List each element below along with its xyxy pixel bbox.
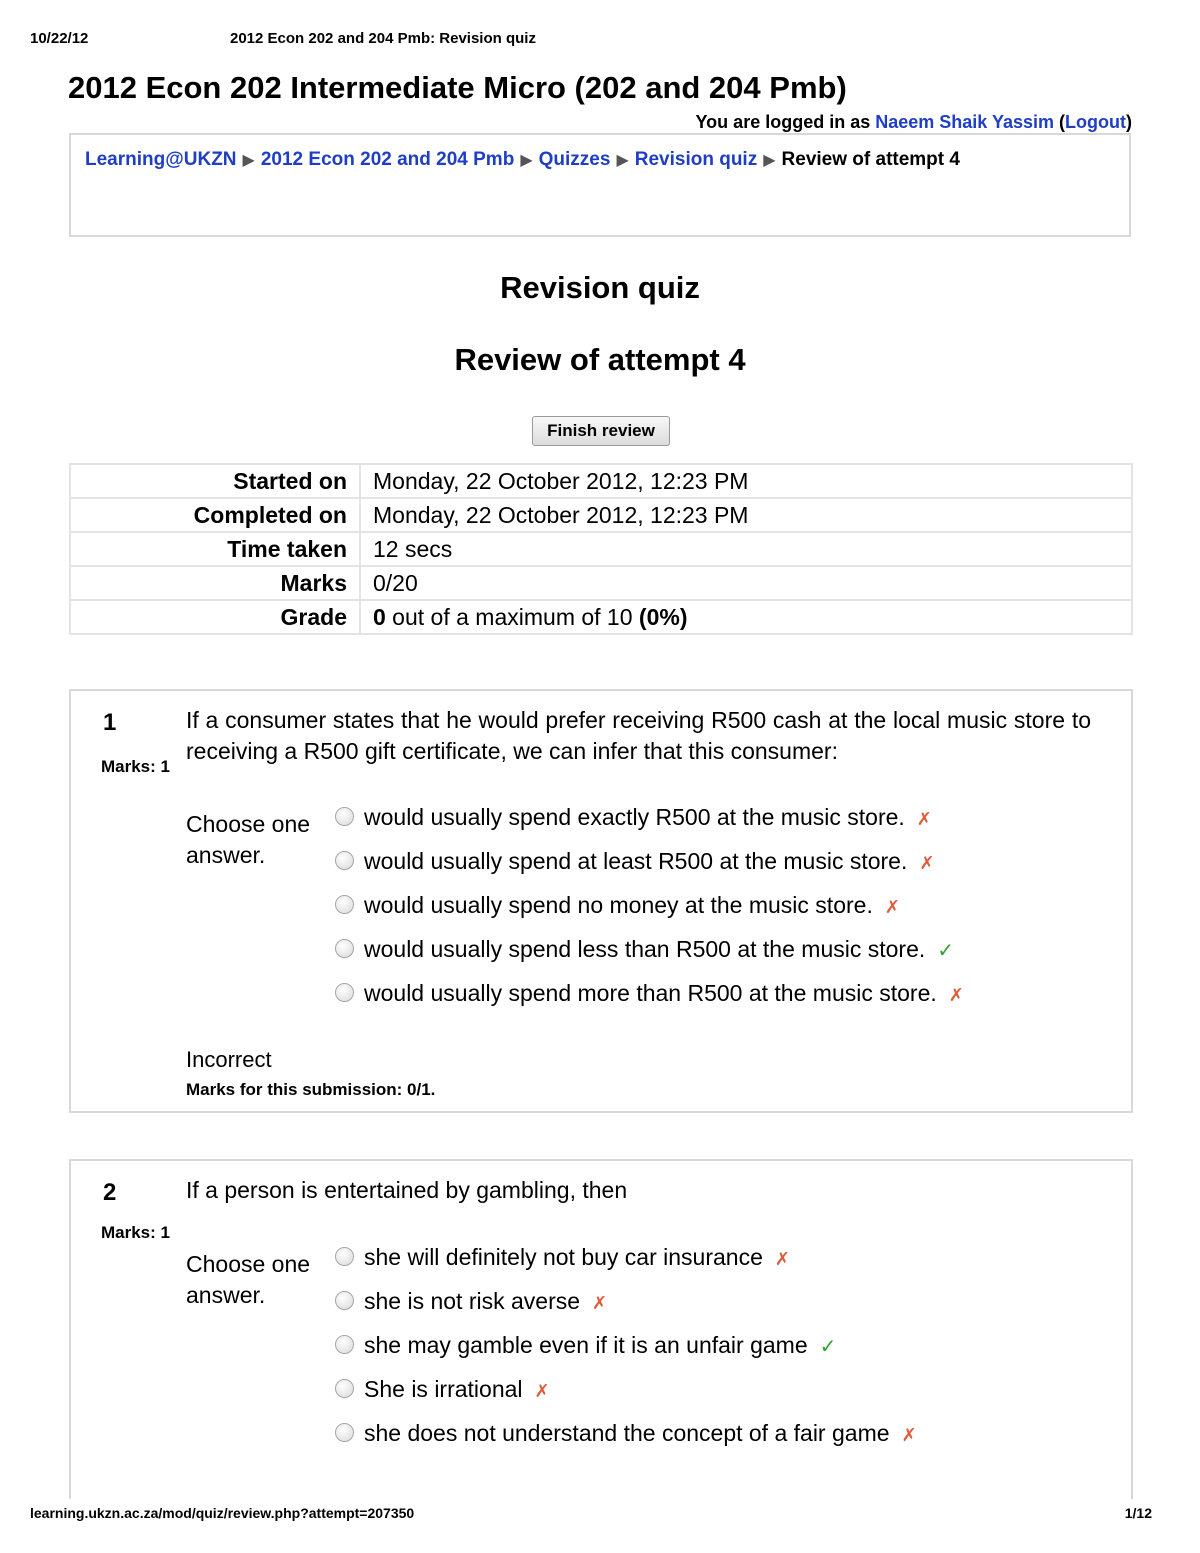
question-text: If a consumer states that he would prefer receiving R500 cash at the local music store to receiving a R500 gift certificate, we can infer that this consumer:	[186, 707, 1091, 764]
summary-label: Grade	[70, 600, 360, 634]
page-number: 1/12	[1124, 1505, 1152, 1521]
breadcrumb	[69, 133, 1131, 237]
answer-option[interactable]	[335, 1376, 917, 1420]
summary-row	[70, 464, 1132, 498]
question-1	[69, 689, 1133, 1113]
answer-list	[335, 804, 964, 1024]
answer-option[interactable]	[335, 1332, 917, 1376]
correct-check-icon: ✓	[819, 1336, 837, 1358]
answer-text: she is not risk averse	[364, 1288, 581, 1314]
summary-label: Marks	[70, 566, 360, 600]
breadcrumb-current: Review of attempt 4	[781, 149, 960, 170]
answer-option[interactable]	[335, 1288, 917, 1332]
answer-text: she does not understand the concept of a fair game	[364, 1420, 890, 1446]
answer-list	[335, 1244, 917, 1464]
summary-label: Started on	[70, 464, 360, 498]
answer-option[interactable]	[335, 892, 964, 936]
breadcrumb-separator-icon: ▶	[763, 152, 776, 169]
summary-row	[70, 532, 1132, 566]
summary-label: Time taken	[70, 532, 360, 566]
incorrect-icon: ✗	[919, 853, 935, 873]
answer-text: would usually spend no money at the music store.	[364, 892, 873, 918]
breadcrumb-quiz[interactable]: Revision quiz	[634, 149, 758, 170]
summary-value: Monday, 22 October 2012, 12:23 PM	[360, 464, 1132, 498]
answer-option[interactable]	[335, 848, 964, 892]
grade-text: out of a maximum of 10	[385, 603, 639, 630]
choose-one-label: Choose one answer.	[186, 1251, 311, 1308]
incorrect-icon: ✗	[534, 1381, 550, 1401]
summary-value: 0/20	[360, 566, 1132, 600]
question-2	[69, 1159, 1133, 1499]
grade-percent: (0%)	[638, 603, 688, 630]
summary-value: Monday, 22 October 2012, 12:23 PM	[360, 498, 1132, 532]
breadcrumb-course[interactable]: 2012 Econ 202 and 204 Pmb	[260, 149, 515, 170]
summary-row	[70, 600, 1132, 634]
breadcrumb-home[interactable]: Learning@UKZN	[85, 149, 237, 170]
incorrect-icon: ✗	[592, 1293, 608, 1313]
summary-row	[70, 566, 1132, 600]
print-header	[30, 30, 536, 47]
logout-link[interactable]: Logout	[1065, 112, 1126, 132]
login-prefix: You are logged in as	[695, 112, 876, 132]
answer-text: would usually spend more than R500 at the music store.	[364, 980, 937, 1006]
course-title: 2012 Econ 202 Intermediate Micro (202 and 204 Pmb)	[68, 70, 847, 105]
question-marks: Marks: 1	[101, 757, 170, 776]
radio-button[interactable]	[335, 1379, 354, 1398]
question-number: 2	[103, 1179, 117, 1206]
answer-option[interactable]	[335, 804, 964, 848]
answer-text: she will definitely not buy car insurance	[364, 1244, 763, 1270]
radio-button[interactable]	[335, 1247, 354, 1266]
breadcrumb-separator-icon: ▶	[616, 152, 629, 169]
radio-button[interactable]	[335, 851, 354, 870]
print-footer	[30, 1505, 1152, 1521]
summary-row	[70, 498, 1132, 532]
quiz-title: Revision quiz	[500, 270, 700, 305]
question-number: 1	[103, 709, 117, 736]
answer-text: she may gamble even if it is an unfair game	[364, 1332, 808, 1358]
correct-check-icon: ✓	[937, 940, 955, 962]
answer-text: She is irrational	[364, 1376, 523, 1402]
question-text: If a person is entertained by gambling, then	[186, 1177, 628, 1203]
breadcrumb-separator-icon: ▶	[242, 152, 255, 169]
incorrect-icon: ✗	[774, 1249, 790, 1269]
login-open-paren: (	[1054, 112, 1066, 132]
print-date: 10/22/12	[30, 30, 89, 47]
radio-button[interactable]	[335, 939, 354, 958]
choose-one-label: Choose one answer.	[186, 811, 311, 868]
result-status: Incorrect	[186, 1047, 272, 1072]
incorrect-icon: ✗	[884, 897, 900, 917]
radio-button[interactable]	[335, 895, 354, 914]
page-url: learning.ukzn.ac.za/mod/quiz/review.php?attempt=207350	[30, 1505, 415, 1521]
login-info	[696, 112, 1132, 133]
answer-option[interactable]	[335, 980, 964, 1024]
answer-option[interactable]	[335, 936, 964, 980]
user-profile-link[interactable]: Naeem Shaik Yassim	[875, 112, 1055, 132]
answer-option[interactable]	[335, 1420, 917, 1464]
question-marks: Marks: 1	[101, 1223, 170, 1242]
login-close-paren: )	[1126, 112, 1132, 132]
breadcrumb-separator-icon: ▶	[520, 152, 533, 169]
print-title: 2012 Econ 202 and 204 Pmb: Revision quiz	[230, 30, 536, 47]
summary-label: Completed on	[70, 498, 360, 532]
incorrect-icon: ✗	[916, 809, 932, 829]
radio-button[interactable]	[335, 1335, 354, 1354]
summary-value	[360, 600, 1132, 634]
result-marks: Marks for this submission: 0/1.	[186, 1080, 436, 1099]
answer-option[interactable]	[335, 1244, 917, 1288]
radio-button[interactable]	[335, 807, 354, 826]
grade-score: 0	[373, 603, 386, 630]
radio-button[interactable]	[335, 1423, 354, 1442]
incorrect-icon: ✗	[948, 985, 964, 1005]
answer-text: would usually spend at least R500 at the music store.	[364, 848, 908, 874]
answer-text: would usually spend exactly R500 at the music store.	[364, 804, 905, 830]
answer-text: would usually spend less than R500 at the music store.	[364, 936, 926, 962]
attempt-title: Review of attempt 4	[454, 342, 746, 377]
radio-button[interactable]	[335, 1291, 354, 1310]
breadcrumb-quizzes[interactable]: Quizzes	[538, 149, 611, 170]
radio-button[interactable]	[335, 983, 354, 1002]
incorrect-icon: ✗	[901, 1425, 917, 1445]
finish-review-button[interactable]: Finish review	[532, 416, 670, 446]
summary-value: 12 secs	[360, 532, 1132, 566]
attempt-summary-table	[69, 463, 1133, 635]
